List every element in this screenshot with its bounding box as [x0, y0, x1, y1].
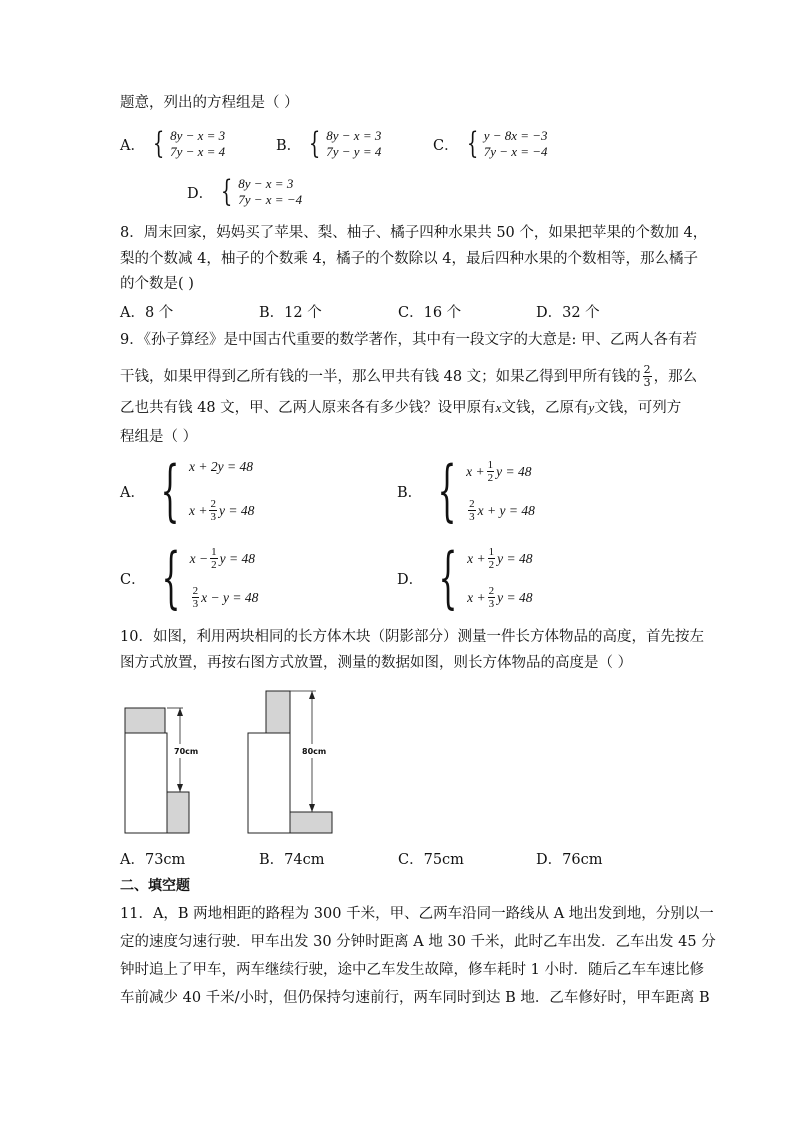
q8-option-b[interactable]: B．12 个: [259, 305, 322, 321]
text-segment: 文钱，可列方: [594, 400, 682, 416]
equation: x + $\frac{2}{3}$ y = 48: [467, 585, 533, 610]
equation: 7y − x = 4: [170, 144, 226, 159]
q10-line-1: 10．如图，利用两块相同的长方体木块（阴影部分）测量一件长方体物品的高度，首先按左: [120, 629, 704, 645]
fraction: [643, 364, 652, 389]
q11-line-3: 钟时追上了甲车，两车继续行驶，途中乙车发生故障，修车耗时 1 小时．随后乙车车速比修: [120, 962, 704, 978]
q8-line-2: 梨的个数减 4，柚子的个数乘 4，橘子的个数除以 4，最后四种水果的个数相等，那么橘子: [120, 251, 698, 267]
arrow-down-icon: [177, 784, 183, 792]
q7-option-d[interactable]: [187, 176, 302, 208]
arrow-up-icon: [177, 708, 183, 716]
wood-block-bottom-left: [167, 792, 189, 833]
brace-icon: {: [466, 126, 478, 161]
text-segment: 文钱，乙原有: [501, 400, 589, 416]
q10-option-c[interactable]: C．75cm: [398, 852, 464, 868]
q9-option-c[interactable]: [120, 539, 259, 616]
fraction-denominator: 3: [643, 376, 651, 389]
text-segment: 干钱，如果甲得到乙所有钱的一半，那么甲共有钱 48 文；如果乙得到甲所有钱的: [120, 368, 641, 385]
q11-line-4: 车前减少 40 千米/小时，但仍保持匀速前行，两车同时到达 B 地．乙车修好时，甲车距离 B: [120, 990, 710, 1006]
brace-icon: {: [308, 126, 321, 161]
arrow-down-icon: [309, 804, 315, 812]
option-label: B．: [276, 137, 302, 154]
fraction-numerator: 2: [643, 363, 651, 376]
equation: 7y − y = 4: [326, 144, 382, 159]
brace-icon: {: [438, 539, 458, 616]
left-measure-label: 70cm: [174, 747, 199, 756]
q9-line-3: [120, 398, 681, 418]
brace-icon: {: [220, 174, 233, 209]
brace-icon: {: [152, 126, 165, 161]
equation: 7y − x = −4: [483, 144, 548, 159]
brace-icon: {: [160, 452, 180, 529]
variable: x: [495, 400, 502, 415]
arrow-up-icon: [309, 691, 315, 699]
q7-option-a[interactable]: [120, 128, 225, 160]
equation: 8y − x = 3: [238, 176, 294, 191]
wood-block-bottom-right: [290, 812, 332, 833]
equation: x + 2y = 48: [188, 459, 253, 474]
q10-option-a[interactable]: A．73cm: [120, 852, 186, 868]
equation: x + $\frac{1}{2}$ y = 48: [466, 459, 532, 484]
option-label: A．: [120, 484, 145, 501]
equation: x + $\frac{2}{3}$ y = 48: [188, 498, 255, 523]
equation: x + $\frac{1}{2}$ y = 48: [467, 546, 533, 571]
q10-option-b[interactable]: B．74cm: [259, 852, 325, 868]
q8-option-c[interactable]: C．16 个: [398, 305, 462, 321]
variable: y: [588, 400, 595, 415]
brace-icon: {: [161, 539, 181, 616]
section-heading: 二、填空题: [120, 878, 190, 894]
right-measure-label: 80cm: [302, 747, 327, 756]
q9-option-a[interactable]: [120, 452, 255, 529]
q10-line-2: 图方式放置，再按右图方式放置，测量的数据如图，则长方体物品的高度是（ ）: [120, 655, 633, 671]
tall-box-right: [248, 733, 290, 833]
wood-block-top-left: [125, 708, 165, 733]
q11-line-2: 定的速度匀速行驶．甲车出发 30 分钟时距离 A 地 30 千米，此时乙车出发．乙车出发 45 分: [120, 934, 716, 950]
option-label: D．: [187, 185, 214, 202]
option-label: B．: [397, 484, 423, 501]
tall-box-left: [125, 733, 167, 833]
wood-block-top-right: [266, 691, 290, 733]
equation: 8y − x = 3: [170, 128, 226, 143]
q9-line-4: 程组是（ ）: [120, 429, 198, 445]
equation: x − $\frac{1}{2}$ y = 48: [189, 546, 255, 571]
option-label: C．: [433, 137, 459, 154]
equation: y − 8x = −3: [483, 128, 548, 143]
q8-line-1: 8．周末回家，妈妈买了苹果、梨、柚子、橘子四种水果共 50 个，如果把苹果的个数加 4，: [120, 225, 708, 241]
brace-icon: {: [437, 452, 457, 529]
equation: $\frac{2}{3}$ x + y = 48: [469, 498, 535, 523]
option-label: C．: [120, 571, 146, 588]
equation: 8y − x = 3: [326, 128, 382, 143]
q10-option-d[interactable]: D．76cm: [536, 852, 603, 868]
q7-option-c[interactable]: [433, 128, 548, 160]
q9-option-d[interactable]: [397, 539, 533, 616]
text-segment: 乙也共有钱 48 文，甲、乙两人原来各有多少钱？设甲原有: [120, 400, 496, 416]
text-segment: ，那么: [653, 368, 698, 385]
q7-option-b[interactable]: [276, 128, 381, 160]
option-label: A．: [120, 137, 145, 154]
measurement-figure: [120, 688, 360, 838]
q8-option-a[interactable]: A．8 个: [120, 305, 174, 321]
option-label: D．: [397, 571, 424, 588]
q8-option-d[interactable]: D．32 个: [536, 305, 600, 321]
q11-line-1: 11．A，B 两地相距的路程为 300 千米，甲、乙两车沿同一路线从 A 地出发到地，分别以一: [120, 906, 714, 922]
q9-line-2: [120, 364, 697, 389]
equation: $\frac{2}{3}$ x − y = 48: [192, 585, 259, 610]
q8-line-3: 的个数是( ): [120, 276, 194, 292]
q9-line-1: 9．《孙子算经》是中国古代重要的数学著作，其中有一段文字的大意是: 甲、乙两人各有若: [120, 332, 697, 348]
equation: 7y − x = −4: [238, 192, 303, 207]
q9-option-b[interactable]: [397, 452, 535, 529]
intro-line: 题意，列出的方程组是（ ）: [120, 95, 299, 111]
